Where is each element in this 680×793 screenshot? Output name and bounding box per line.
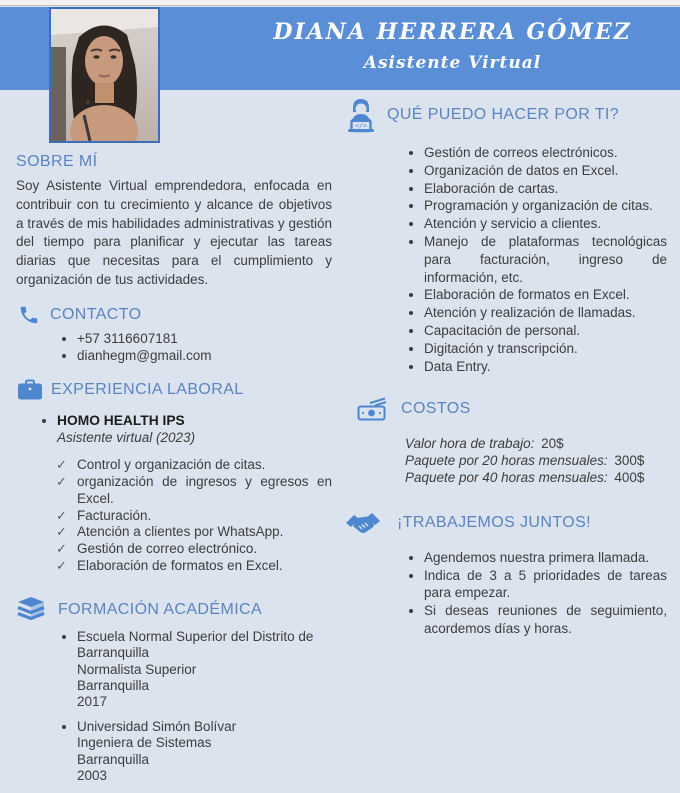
service-item: • Atención y servicio a clientes.	[424, 215, 667, 233]
price-line: Valor hora de trabajo: 20$	[405, 436, 564, 452]
svg-text:</>: </>	[355, 121, 367, 130]
pricing-title: COSTOS	[401, 400, 471, 418]
job-task-list	[16, 457, 332, 575]
price-line: Paquete por 40 horas mensuales: 400$	[405, 469, 645, 485]
price-line: Paquete por 20 horas mensuales: 300$	[405, 452, 645, 468]
services-list	[343, 144, 667, 375]
together-title: ¡TRABAJEMOS JUNTOS!	[397, 514, 591, 532]
job-task: ✓ Gestión de correo electrónico.	[16, 541, 332, 558]
job-task: ✓ organización de ingresos y egresos en Excel.	[16, 474, 332, 508]
money-icon	[357, 396, 387, 422]
left-column	[16, 152, 332, 793]
pricing-lines	[405, 436, 667, 486]
phone-icon	[17, 304, 41, 326]
education-title: FORMACIÓN ACADÉMICA	[58, 601, 263, 619]
service-item: • Elaboración de formatos en Excel.	[424, 286, 667, 304]
contact-list	[16, 330, 332, 365]
job-task: ✓ Control y organización de citas.	[16, 457, 332, 474]
service-item: • Digitación y transcripción.	[424, 340, 667, 358]
experience-section-header	[16, 378, 332, 402]
education-degree: Ingeniera de Sistemas	[77, 735, 212, 751]
education-item	[77, 629, 332, 710]
together-list	[343, 549, 667, 637]
job-task: ✓ Facturación.	[16, 508, 332, 525]
job-list	[16, 412, 332, 446]
handshake-icon	[345, 510, 381, 536]
education-city: Barranquilla	[77, 751, 150, 767]
contact-title: CONTACTO	[50, 305, 142, 323]
together-item: • Agendemos nuestra primera llamada.	[424, 549, 667, 567]
top-strip	[0, 0, 680, 6]
service-item: • Programación y organización de citas.	[424, 197, 667, 215]
together-item: • Indica de 3 a 5 prioridades de tareas para empezar.	[424, 567, 667, 602]
service-item: • Manejo de plataformas tecnológicas para facturación, ingreso de información, etc.	[424, 233, 667, 286]
education-degree: Normalista Superior	[77, 661, 197, 677]
service-item: • Data Entry.	[424, 358, 667, 376]
education-item	[77, 719, 332, 784]
briefcase-icon	[17, 378, 43, 402]
pricing-section-header	[343, 396, 667, 422]
services-section-header	[343, 96, 667, 134]
education-section-header	[16, 596, 332, 624]
person-name: DIANA HERRERA GÓMEZ	[273, 19, 632, 45]
services-title: QUÉ PUEDO HACER POR TI?	[387, 106, 620, 123]
profile-photo	[49, 7, 160, 143]
contact-email: • dianhegm@gmail.com	[77, 347, 332, 365]
service-item: • Elaboración de cartas.	[424, 180, 667, 198]
service-item: • Gestión de correos electrónicos.	[424, 144, 667, 162]
service-item: • Atención y realización de llamadas.	[424, 304, 667, 322]
about-title: SOBRE MÍ	[16, 153, 98, 170]
about-text: Soy Asistente Virtual emprendedora, enfocada en contribuir con tu crecimiento y alcance de objetivos a través de mis habilidades administrativas y gestión del tiempo para planificar y ejecutar las tareas diarias que necesitas para el cumplimiento y organización de tus actividades.	[16, 178, 332, 287]
contact-phone: • +57 3116607181	[77, 330, 332, 348]
profile-photo-illustration	[51, 9, 158, 141]
service-item: • Organización de datos en Excel.	[424, 162, 667, 180]
contact-section-header	[16, 304, 332, 326]
education-list	[16, 629, 332, 784]
together-item: • Si deseas reuniones de seguimiento, acordemos días y horas.	[424, 602, 667, 637]
job-role: Asistente virtual (2023)	[57, 429, 196, 445]
right-column	[343, 96, 667, 637]
education-city: Barranquilla	[77, 677, 150, 693]
person-role: Asistente Virtual	[363, 53, 542, 73]
education-year: 2017	[77, 693, 108, 709]
job-item	[57, 412, 332, 446]
education-school: • Universidad Simón Bolívar	[77, 719, 237, 735]
header-text-block	[225, 7, 680, 73]
experience-title: EXPERIENCIA LABORAL	[51, 380, 244, 398]
virtual-assistant-icon	[343, 96, 379, 134]
job-company: • HOMO HEALTH IPS	[57, 412, 185, 428]
job-task: ✓ Atención a clientes por WhatsApp.	[16, 524, 332, 541]
education-year: 2003	[77, 767, 108, 783]
together-section-header	[343, 510, 667, 536]
books-icon	[16, 596, 46, 624]
service-item: • Capacitación de personal.	[424, 322, 667, 340]
education-school: • Escuela Normal Superior del Distrito de Barranquilla	[77, 629, 314, 661]
job-task: ✓ Elaboración de formatos en Excel.	[16, 558, 332, 575]
